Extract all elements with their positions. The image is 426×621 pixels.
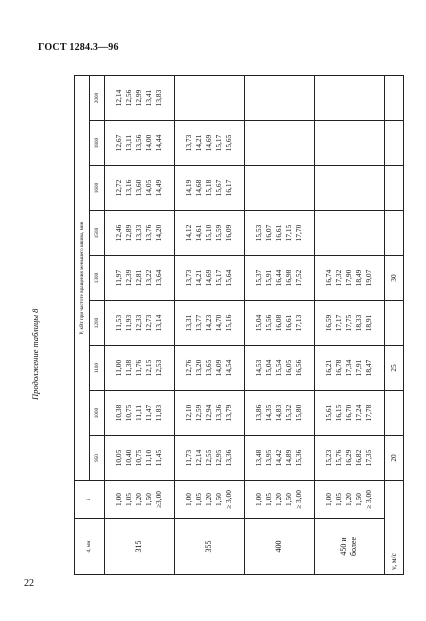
ratio-cell: 1,00 1,05 1,20 1,50 ≥ 3,00 [184, 490, 234, 509]
col-i-header: i [75, 481, 105, 519]
ratio-cell: 1,00 1,05 1,20 1,50 ≥3,00 [114, 491, 164, 508]
v-mark [384, 211, 403, 256]
power-values-cell: 15,23 15,76 16,29 16,82 17,35 [324, 449, 374, 467]
power-values-cell: 12,67 13,11 13,56 14,00 14,44 [114, 134, 164, 152]
diameter-cell: 355 [204, 540, 214, 553]
ratio-cell: 1,00 1,05 1,20 1,50 ≥ 3,00 [324, 490, 374, 509]
v-mark [384, 391, 403, 436]
power-group-header: P, кВт при частоте вращения меньшего шкива, мин [75, 76, 90, 481]
v-mark: 20 [384, 436, 403, 481]
power-values-cell: 11,53 11,93 12,33 12,73 13,14 [114, 314, 164, 332]
document-header: ГОСТ 1284.3—96 [38, 42, 119, 53]
power-values-cell: 13,86 14,35 14,83 15,32 15,80 [254, 404, 304, 422]
table-row [174, 76, 244, 575]
table-caption: Продолжение таблицы 8 [30, 308, 40, 400]
speed-header: 1100 [89, 346, 104, 391]
power-values-cell: 12,72 13,16 13,60 14,05 14,49 [114, 179, 164, 197]
table-row [104, 76, 174, 575]
power-values-cell: 13,31 13,77 14,23 14,70 15,16 [184, 314, 234, 332]
speed-header: 1000 [89, 391, 104, 436]
diameter-cell: 400 [274, 540, 284, 553]
power-values-cell: 11,73 12,14 12,55 12,95 13,36 [184, 449, 234, 467]
speed-header: 2000 [89, 76, 104, 121]
power-values-cell: 11,97 12,39 12,81 13,22 13,64 [114, 269, 164, 287]
power-values-cell: 16,74 17,32 17,90 18,49 19,07 [324, 269, 374, 287]
v-mark [384, 121, 403, 166]
power-values-cell: 14,19 14,68 15,18 15,67 16,17 [184, 179, 234, 197]
power-values-cell: 15,61 16,15 16,70 17,24 17,78 [324, 404, 374, 422]
speed-header: 1500 [89, 211, 104, 256]
power-values-cell: 12,10 12,59 12,94 13,36 13,79 [184, 404, 234, 422]
power-values-cell: 14,12 14,61 15,10 15,59 16,09 [184, 224, 234, 242]
power-values-cell: 12,76 13,20 13,65 14,09 14,54 [184, 359, 234, 377]
speed-header: 1800 [89, 121, 104, 166]
power-values-cell: 12,46 12,89 13,33 13,76 14,20 [114, 224, 164, 242]
power-values-cell: 15,04 15,56 16,08 16,61 17,13 [254, 314, 304, 332]
power-values-cell: 13,48 13,95 14,42 14,89 15,36 [254, 449, 304, 467]
v-mark [384, 301, 403, 346]
speed-header: 1600 [89, 166, 104, 211]
diameter-cell: 450 и более [339, 536, 359, 557]
power-values-cell: 13,73 14,21 14,69 15,17 15,65 [184, 134, 234, 152]
speed-header: 1300 [89, 256, 104, 301]
data-table [74, 75, 404, 575]
speed-header: 950 [89, 436, 104, 481]
power-values-cell: 13,73 14,21 14,69 15,17 15,64 [184, 269, 234, 287]
power-values-cell: 10,38 10,75 11,11 11,47 11,83 [114, 404, 164, 422]
col-d-header: d, мм [75, 519, 105, 575]
v-mark: 25 [384, 346, 403, 391]
power-values-cell: 15,53 16,07 16,61 17,15 17,70 [254, 224, 304, 242]
power-values-cell: 15,37 15,91 16,44 16,98 17,52 [254, 269, 304, 287]
power-values-cell: 16,21 16,78 17,34 17,91 18,47 [324, 359, 374, 377]
table-row [314, 76, 384, 575]
ratio-cell: 1,00 1,05 1,20 1,50 ≥ 3,00 [254, 490, 304, 509]
power-values-cell: 14,53 15,04 15,54 16,05 16,56 [254, 359, 304, 377]
table-row [244, 76, 314, 575]
page-number: 22 [24, 578, 34, 589]
v-mark: 30 [384, 256, 403, 301]
power-values-cell: 10,05 10,40 10,75 11,10 11,45 [114, 449, 164, 467]
power-values-cell: 12,14 12,56 12,99 13,41 13,83 [114, 89, 164, 107]
power-values-cell: 16,59 17,17 17,75 18,33 18,91 [324, 314, 374, 332]
v-mark [384, 76, 403, 121]
v-label: v, м/с [384, 481, 403, 575]
v-mark [384, 166, 403, 211]
power-values-cell: 11,00 11,38 11,76 12,15 12,53 [114, 359, 164, 377]
diameter-cell: 315 [134, 540, 144, 553]
speed-header: 1200 [89, 301, 104, 346]
